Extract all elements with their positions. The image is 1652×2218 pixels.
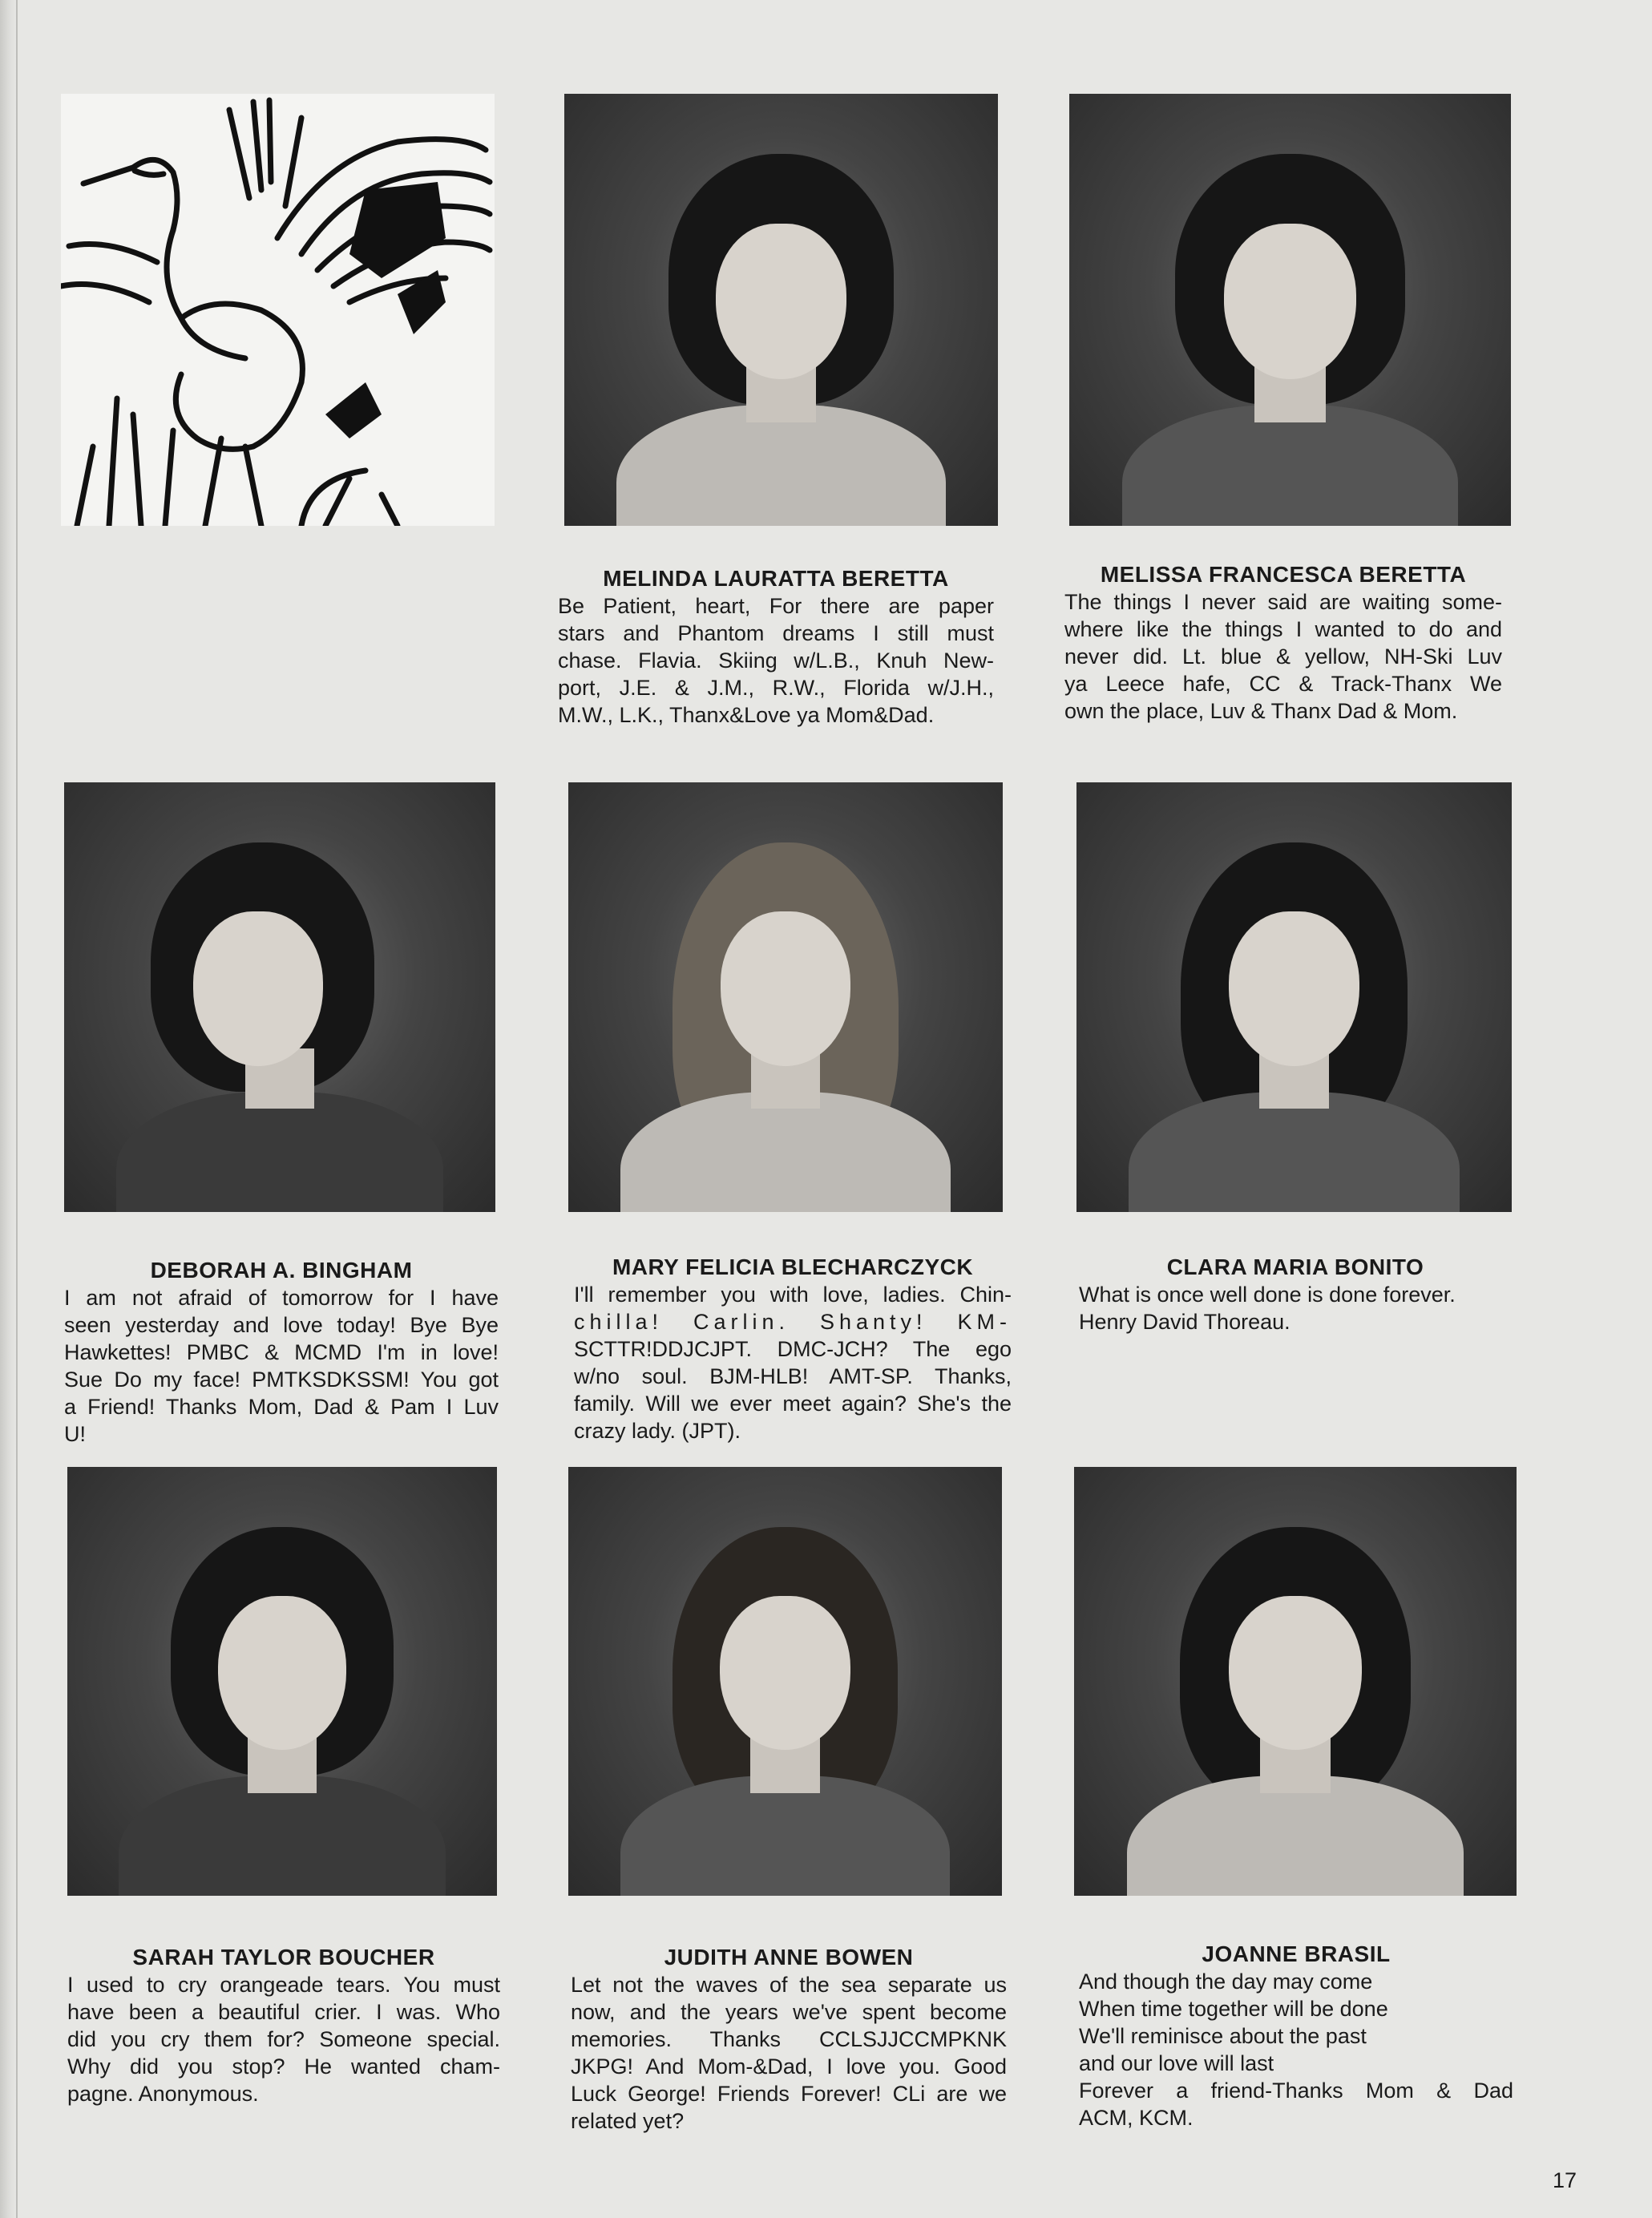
face [1229,911,1359,1066]
quote-line: Why did you stop? He wanted cham- [67,2054,500,2079]
senior-name: CLARA MARIA BONITO [1166,1254,1424,1279]
face [720,1596,850,1751]
quote-line: ya Leece hafe, CC & Track-Thanx We [1064,672,1502,696]
quote-line: I am not afraid of tomorrow for I have [64,1286,499,1310]
quote-line: I used to cry orangeade tears. You must [67,1973,500,1997]
shoulders [620,1776,950,1896]
portrait-photo-melissa [1069,94,1511,526]
portrait-photo-judith [568,1467,1002,1896]
senior-caption-sarah [67,1944,500,2107]
shoulders [119,1776,445,1896]
quote-line: Henry David Thoreau. [1079,1310,1290,1334]
quote-line: have been a beautiful crier. I was. Who [67,2000,500,2024]
quote-line: Luck George! Friends Forever! CLi are we [571,2082,1007,2106]
shoulders [1122,405,1458,526]
face [1229,1596,1362,1751]
senior-caption-clara [1079,1254,1512,1335]
face [721,911,851,1066]
quote-line: a Friend! Thanks Mom, Dad & Pam I Luv [64,1395,499,1419]
shoulders [1129,1092,1460,1212]
quote-line: Sue Do my face! PMTKSDKSSM! You got [64,1368,499,1392]
quote-line: w/no soul. BJM-HLB! AMT-SP. Thanks, [574,1364,1012,1388]
quote-line: port, J.E. & J.M., R.W., Florida w/J.H., [558,676,994,700]
senior-name: DEBORAH A. BINGHAM [150,1258,413,1283]
face [218,1596,347,1751]
quote-line: Let not the waves of the sea separate us [571,1973,1007,1997]
quote-line: The things I never said are waiting some- [1064,590,1502,614]
quote-line: SCTTR!DDJCJPT. DMC-JCH? The ego [574,1337,1012,1361]
portrait-photo-clara [1076,782,1512,1212]
shoulders [620,1092,951,1212]
page-binding-edge [0,0,16,2218]
quote-line: M.W., L.K., Thanx&Love ya Mom&Dad. [558,703,935,727]
quote-line: U! [64,1422,86,1446]
quote-line: pagne. Anonymous. [67,2082,259,2106]
quote-line: family. Will we ever meet again? She's the [574,1392,1012,1416]
senior-caption-melinda [558,565,994,729]
quote-line: stars and Phantom dreams I still must [558,621,994,645]
quote-line: Be Patient, heart, For there are paper [558,594,994,618]
senior-name: MELINDA LAURATTA BERETTA [603,566,949,591]
portrait-photo-melinda [564,94,998,526]
quote-line: chase. Flavia. Skiing w/L.B., Knuh New- [558,648,994,673]
senior-name: SARAH TAYLOR BOUCHER [132,1945,435,1970]
quote-line: now, and the years we've spent become [571,2000,1007,2024]
quote-line: JKPG! And Mom-&Dad, I love you. Good [571,2054,1007,2079]
shoulders [116,1092,444,1212]
quote-line: where like the things I wanted to do and [1064,617,1502,641]
senior-caption-mary [574,1254,1012,1444]
quote-line: What is once well done is done forever. [1079,1283,1456,1307]
quote-line: and our love will last [1079,2051,1274,2075]
portrait-photo-mary [568,782,1003,1212]
quote-line: ACM, KCM. [1079,2106,1194,2130]
quote-line: memories. Thanks CCLSJJCCMPKNK [571,2027,1007,2051]
quote-line: Hawkettes! PMBC & MCMD I'm in love! [64,1340,499,1364]
quote-line: never did. Lt. blue & yellow, NH-Ski Luv [1064,644,1502,669]
quote-line: own the place, Luv & Thanx Dad & Mom. [1064,699,1458,723]
quote-line: I'll remember you with love, ladies. Chin- [574,1283,1012,1307]
quote-line: chilla! Carlin. Shanty! KM- [574,1310,1012,1334]
senior-name: JOANNE BRASIL [1202,1941,1391,1966]
senior-caption-deborah [64,1257,499,1448]
quote-line: We'll reminisce about the past [1079,2024,1367,2048]
face [193,911,322,1066]
quote-line: seen yesterday and love today! Bye Bye [64,1313,499,1337]
heron-drawing [61,94,495,526]
senior-name: JUDITH ANNE BOWEN [664,1945,914,1970]
portrait-photo-deborah [64,782,495,1212]
quote-line: related yet? [571,2109,685,2133]
portrait-photo-joanne [1074,1467,1517,1896]
quote-line: crazy lady. (JPT). [574,1419,741,1443]
senior-name: MELISSA FRANCESCA BERETTA [1100,562,1467,587]
senior-caption-judith [571,1944,1007,2135]
binding-shadow-line [16,0,18,2218]
face [716,224,846,379]
shoulders [1127,1776,1464,1896]
portrait-photo-sarah [67,1467,497,1896]
senior-caption-melissa [1064,561,1502,725]
quote-line: When time together will be done [1079,1997,1388,2021]
quote-line: did you cry them for? Someone special. [67,2027,500,2051]
face [1224,224,1356,379]
senior-caption-joanne [1079,1941,1513,2131]
page-number: 17 [1553,2168,1577,2192]
heron-drawing-svg [61,94,495,526]
quote-line: Forever a friend-Thanks Mom & Dad [1079,2079,1513,2103]
quote-line: And though the day may come [1079,1970,1373,1994]
shoulders [616,405,946,526]
senior-name: MARY FELICIA BLECHARCZYCK [612,1254,974,1279]
